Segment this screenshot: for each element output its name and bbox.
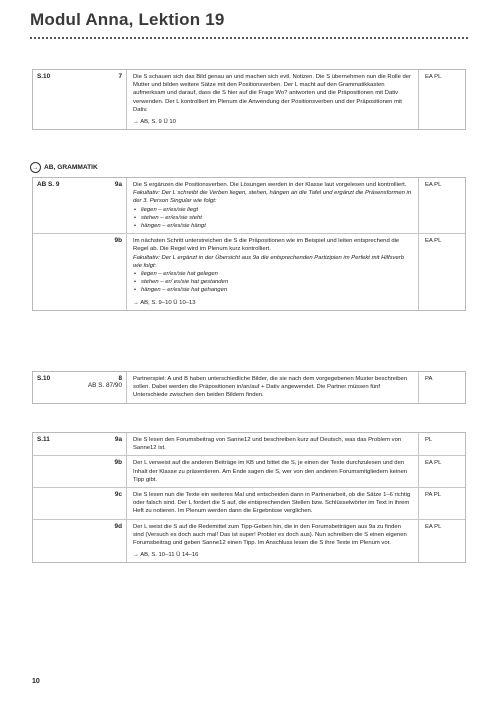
step-description: Die S lesen den Forumsbeitrag von Sanne12 und beschreiben kurz auf Deutsch, was das Problem von Sanne12 ist. [127, 433, 419, 455]
step-number: 9a [81, 178, 127, 233]
step-description: Der L verweist auf die anderen Beiträge im KB und bittet die S, je einen der Texte durchzulesen und den Inhalt der Klasse zu präsentieren. Am Ende sagen die S, wer von den anderen Forumsmitgliedern keinen Tipp gibt. [127, 456, 419, 487]
page-ref: S.10 [37, 375, 51, 382]
table-row [33, 372, 465, 403]
social-form: EA PL [425, 182, 442, 188]
table-row [33, 70, 465, 129]
verb-list: • liegen – er/es/sie liegt • stehen – er/es/sie steht • hängen – er/es/sie hängt [133, 206, 412, 231]
step-number: 9b [81, 456, 127, 487]
step-number: 9c [81, 488, 127, 519]
step-number: 7 [81, 70, 127, 129]
table-row [33, 455, 465, 487]
social-form: EA PL [425, 74, 442, 80]
social-form: EA PL [425, 460, 442, 467]
step-number: 9a [81, 433, 127, 455]
step-description: Die S schauen sich das Bild genau an und machen sich evtl. Notizen. Die S übernehmen nun die Rolle der Mutter und bilden weitere Sätze mit den Positionsverben. Der L macht auf den Grammatikkasten aufmerksam und darauf, dass die S hier auf die Frage Wo? antworten und die Präpositionen mit Dativ verwenden. Der L kontrolliert im Plenum die Anwendung der Positionsverben und der Präpositionen mit Dativ. → AB, S. 9 Ü 10 [127, 70, 419, 129]
step-description: Partnerspiel: A und B haben unterschiedliche Bilder, die sie nach dem vorgegebenen Muster beschreiben sollen. Dabei werden die Präpositionen in/an/auf + Dativ angewendet. Die Partner müssen fünf Unterschiede zwischen den beiden Bildern finden. [127, 372, 419, 403]
arrow-circle-icon: → [30, 162, 41, 173]
step-description: Die S lesen nun die Texte ein weiteres Mal und entscheiden dann in Partnerarbeit, ob die Sätze 1–6 richtig oder falsch sind. Der L fordert die S auf, die entsprechenden Stellen bzw. Schlüsselwörter im Text in ihrem Heft zu notieren. Im Plenum werden dann die Ergebnisse verglichen. [127, 488, 419, 519]
page-ref: S.10 [37, 73, 51, 80]
page-ref: S.11 [37, 436, 50, 443]
social-form: PA PL [425, 492, 441, 499]
table-row [33, 233, 465, 310]
table-row [33, 519, 465, 563]
step-number: 8 AB S. 87/90 [81, 372, 127, 403]
page-number: 10 [32, 678, 40, 685]
step-number: 9b [81, 234, 127, 310]
workbook-reference: → AB, S. 9–10 Ü 10–13 [133, 299, 196, 306]
page-title: Modul Anna, Lektion 19 [30, 10, 225, 29]
step-description: Im nächsten Schritt unterstreichen die S die Präpositionen wie im Beispiel und leiten entsprechend die Regel ab. Die Regel wird im Plenum kurz kontrolliert. Fakultativ: Der L ergänzt in der Übersicht aus 9a die entsprechenden Partizipien im Perfekt mit Hilfsverb wie folgt: • liegen – er/es/sie hat gelegen • stehen – er/ es/sie hat gestanden • hängen – er/es/sie hat gehangen → AB, S. 9–10 Ü 10–13 [127, 234, 419, 310]
step-description: Die S ergänzen die Positionsverben. Die Lösungen werden in der Klasse laut vorgelesen und kontrolliert. Fakultativ: Der L schreibt die Verben liegen, stehen, hängen an die Tafel und ergänzt die Präsensformen in der 3. Person Singular wie folgt: • liegen – er/es/sie liegt • stehen – er/es/sie steht • hängen – er/es/sie hängt [127, 178, 419, 233]
lesson-block-s10-b [32, 371, 466, 404]
workbook-reference: → AB, S. 10–11 Ü 14–16 [133, 552, 199, 559]
table-row [33, 178, 465, 233]
step-number: 9d [81, 520, 127, 563]
social-form: EA PL [425, 238, 442, 245]
social-form: PA [425, 376, 433, 382]
social-form: EA PL [425, 523, 442, 530]
table-row [33, 433, 465, 455]
lesson-block-s11 [32, 432, 466, 563]
step-description: Der L weist die S auf die Redemittel zum Tipp-Geben hin, die in den Forumsbeiträgen aus 9a zu finden sind (Versuch es doch auch mal! Das ist super! Probier es doch aus). Nun schreiben die S einen eigenen Forumsbeitrag und geben Sanne12 einen Tipp. Im Anschluss lesen die S ihre Texte im Plenum vor. → AB, S. 10–11 Ü 14–16 [127, 520, 419, 563]
social-form: PL [425, 437, 433, 443]
page-ref: AB S. 9 [37, 181, 60, 188]
lesson-block-ab-s9 [32, 177, 466, 311]
verb-list: • liegen – er/es/sie hat gelegen • stehen – er/ es/sie hat gestanden • hängen – er/es/sie hat gehangen [133, 270, 412, 295]
workbook-reference: → AB, S. 9 Ü 10 [133, 119, 176, 126]
lesson-block-s10-a [32, 69, 466, 130]
table-row [33, 487, 465, 519]
section-heading: → AB, GRAMMATIK [30, 162, 98, 173]
dotted-divider [30, 37, 468, 39]
